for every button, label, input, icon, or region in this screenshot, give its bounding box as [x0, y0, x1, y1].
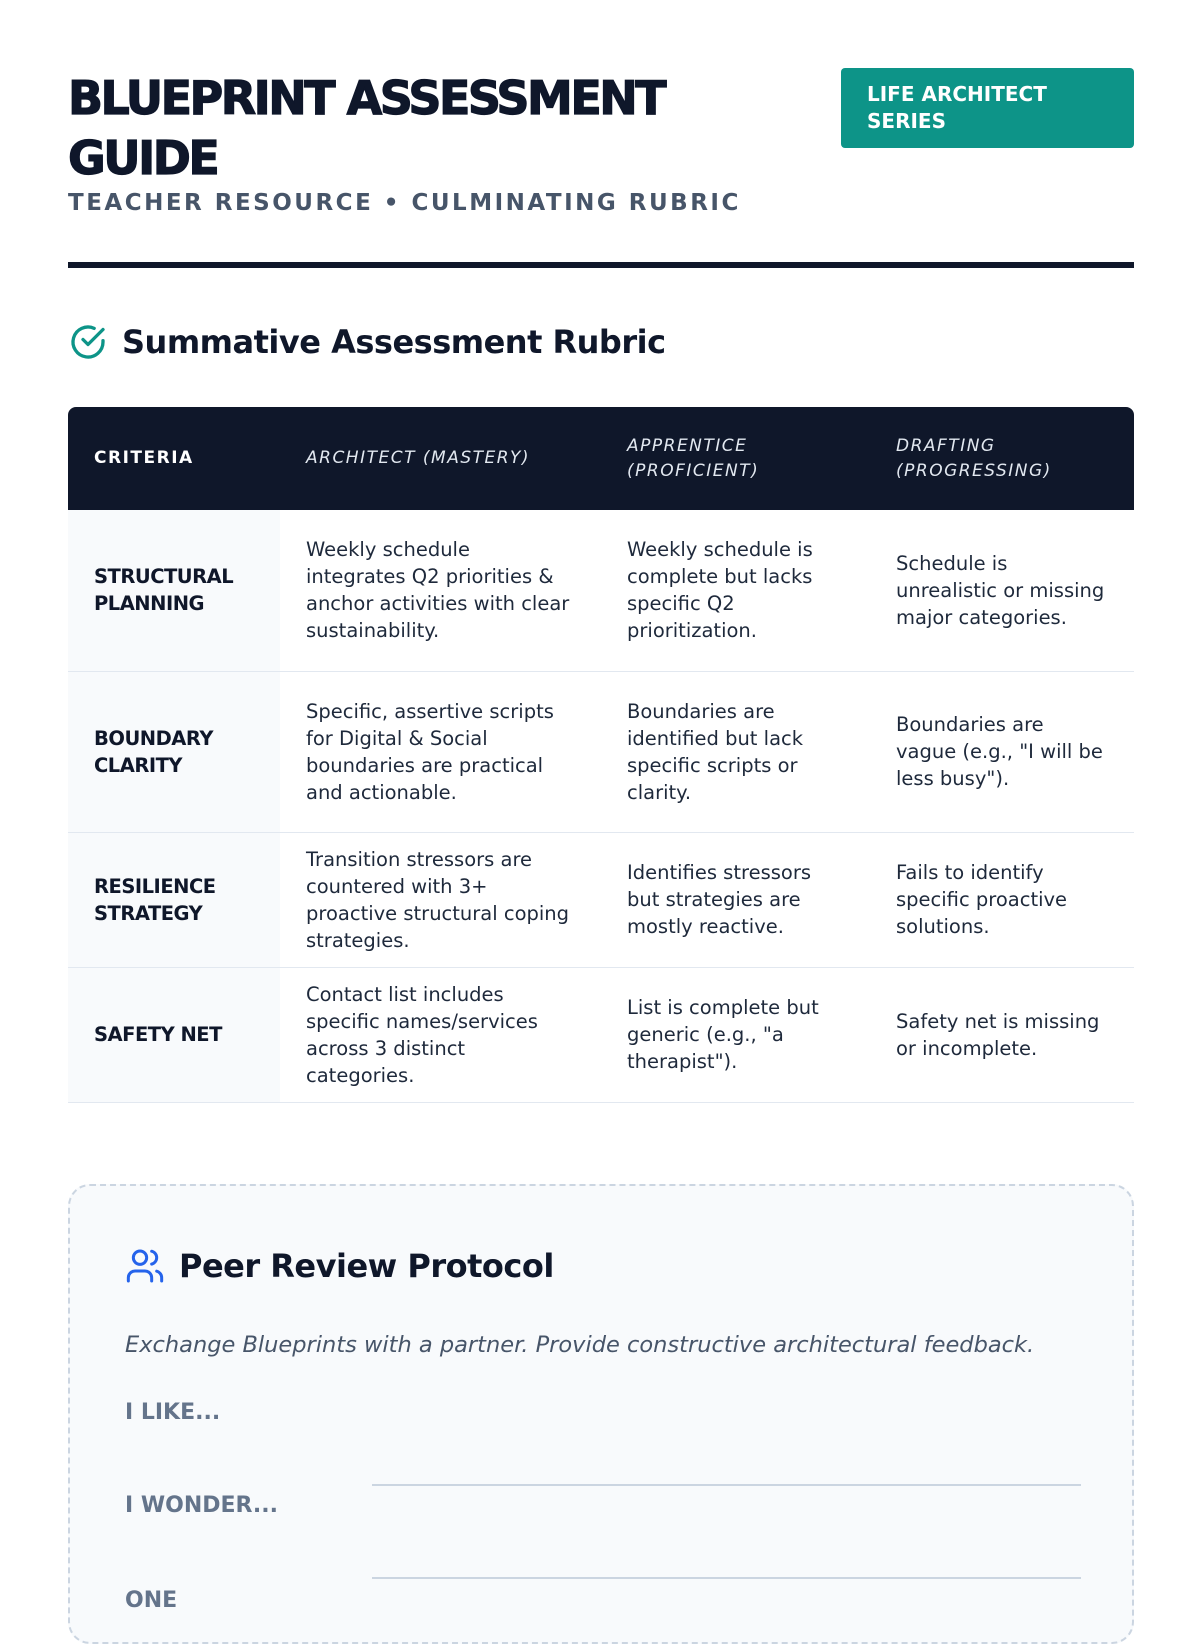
- peer-review-heading: [125, 1246, 554, 1286]
- rubric-header-row: [68, 407, 1134, 510]
- feedback-row-like: [125, 1400, 1081, 1460]
- criteria-cell: SAFETY NET: [68, 967, 280, 1102]
- prompt-label-one: ONE: [125, 1588, 178, 1613]
- users-icon: [125, 1246, 165, 1286]
- table-row: [68, 510, 1134, 671]
- prompt-label-like: I LIKE...: [125, 1400, 221, 1425]
- column-header-criteria: CRITERIA: [94, 448, 194, 468]
- table-row: [68, 671, 1134, 832]
- feedback-input-wonder[interactable]: [372, 1543, 1081, 1579]
- rubric-heading: [68, 322, 666, 362]
- drafting-cell: Boundaries are vague (e.g., "I will be less busy").: [870, 671, 1134, 832]
- rubric-title: Summative Assessment Rubric: [122, 323, 666, 361]
- feedback-row-one: [125, 1588, 1081, 1648]
- feedback-input-like[interactable]: [372, 1450, 1081, 1486]
- column-header-architect: ARCHITECT (MASTERY): [306, 448, 531, 468]
- apprentice-cell: Identifies stressors but strategies are mostly reactive.: [601, 832, 870, 967]
- apprentice-cell: List is complete but generic (e.g., "a therapist").: [601, 967, 870, 1102]
- drafting-cell: Fails to identify specific proactive solutions.: [870, 832, 1134, 967]
- feedback-row-wonder: [125, 1493, 1081, 1553]
- peer-review-panel: [68, 1184, 1134, 1644]
- criteria-cell: STRUCTURAL PLANNING: [68, 510, 280, 671]
- page-header: [68, 68, 1134, 268]
- drafting-cell: Safety net is missing or incomplete.: [870, 967, 1134, 1102]
- prompt-label-wonder: I WONDER...: [125, 1493, 278, 1518]
- rubric-table: [68, 407, 1134, 1103]
- series-badge: LIFE ARCHITECT SERIES: [841, 68, 1134, 148]
- architect-cell: Weekly schedule integrates Q2 priorities & anchor activities with clear sustainability.: [280, 510, 601, 671]
- column-header-drafting: DRAFTING (PROGRESSING): [896, 435, 1052, 481]
- apprentice-cell: Weekly schedule is complete but lacks specific Q2 prioritization.: [601, 510, 870, 671]
- architect-cell: Specific, assertive scripts for Digital & Social boundaries are practical and actionable.: [280, 671, 601, 832]
- peer-review-instructions: Exchange Blueprints with a partner. Provide constructive architectural feedback.: [125, 1332, 1035, 1358]
- peer-review-title: Peer Review Protocol: [179, 1247, 554, 1285]
- architect-cell: Transition stressors are countered with 3+ proactive structural coping strategies.: [280, 832, 601, 967]
- column-header-apprentice: APPRENTICE (PROFICIENT): [627, 435, 760, 481]
- apprentice-cell: Boundaries are identified but lack specific scripts or clarity.: [601, 671, 870, 832]
- page-title: BLUEPRINT ASSESSMENT GUIDE: [68, 71, 665, 185]
- architect-cell: Contact list includes specific names/services across 3 distinct categories.: [280, 967, 601, 1102]
- table-row: [68, 832, 1134, 967]
- page-subtitle: TEACHER RESOURCE • CULMINATING RUBRIC: [68, 190, 741, 216]
- check-circle-icon: [68, 322, 108, 362]
- table-row: [68, 967, 1134, 1102]
- drafting-cell: Schedule is unrealistic or missing major categories.: [870, 510, 1134, 671]
- criteria-cell: BOUNDARY CLARITY: [68, 671, 280, 832]
- criteria-cell: RESILIENCE STRATEGY: [68, 832, 280, 967]
